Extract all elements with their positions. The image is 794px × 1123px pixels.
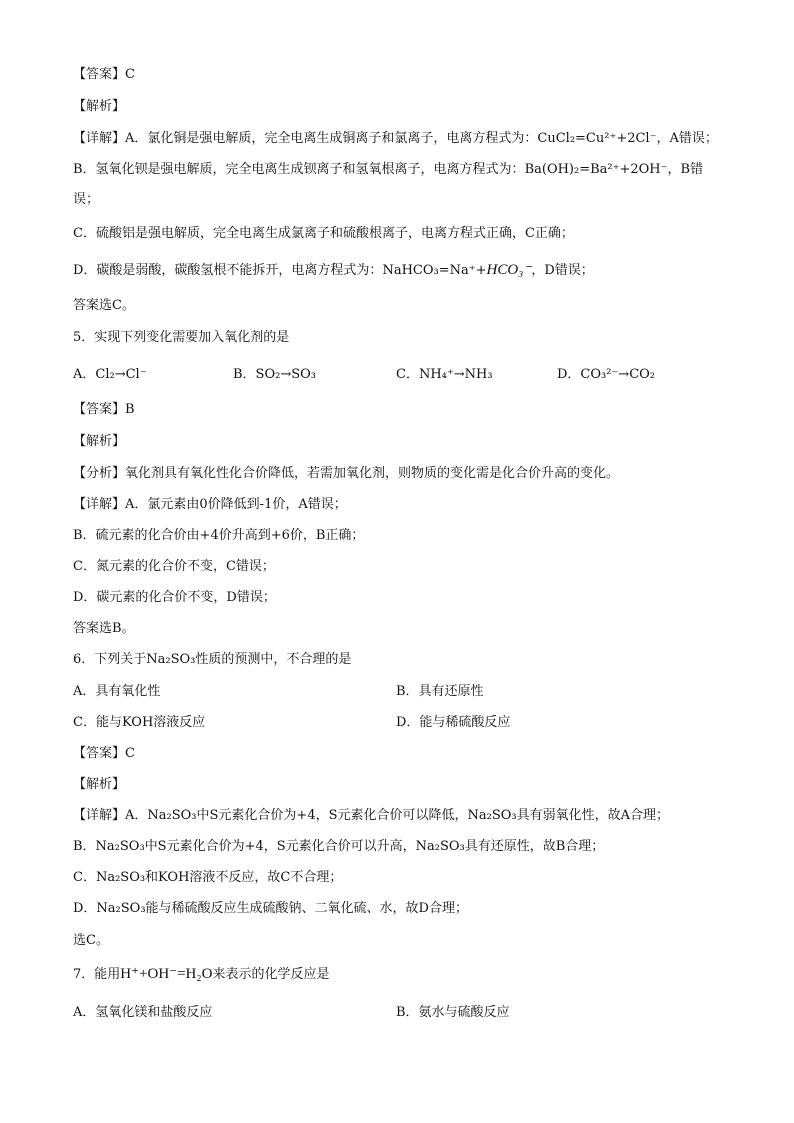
q5-option-b: B．SO₂→SO₃	[233, 367, 316, 382]
analyze-text: 氧化剂具有氧化性化合价降低，若需加氧化剂，则物质的变化需是化合价升高的变化。	[125, 466, 620, 481]
analysis-tag: 【解析】	[73, 434, 126, 449]
q5-option-c: C．NH₄⁺→NH₃	[396, 367, 493, 382]
detail-text: D．Na₂SO₃能与稀硫酸反应生成硫酸钠、二氧化硫、水，故D合理；	[73, 901, 468, 916]
conclusion-text: 答案选C。	[73, 298, 135, 313]
q6-detail-a	[73, 808, 669, 824]
equation: NaHCO₃=Na⁺+	[382, 263, 487, 278]
answer-value: B	[125, 402, 135, 417]
q6-option-a: A．具有氧化性	[73, 684, 161, 699]
question-stem: 6．下列关于Na₂SO₃性质的预测中，不合理的是	[73, 652, 352, 667]
q5-analyze	[73, 466, 619, 482]
q5-answer-line	[73, 402, 135, 418]
q5-detail-a	[73, 497, 347, 513]
detail-end: ，A错误；	[656, 131, 718, 146]
conclusion-text: 选C。	[73, 933, 109, 948]
ion-formula: HCO₃⁻	[486, 262, 532, 278]
q6-detail-b	[73, 839, 604, 855]
detail-text: A．Na₂SO₃中S元素化合价为+4，S元素化合价可以降低，Na₂SO₃具有弱氧化性，故A合理；	[125, 808, 669, 823]
equation: CuCl₂=Cu²⁺+2Cl⁻	[537, 131, 657, 146]
q6-analysis-tag	[73, 777, 125, 793]
detail-end: ，D错误；	[531, 263, 594, 278]
detail-tag: 【详解】	[73, 497, 126, 512]
equation: H⁺+OH⁻=H₂O	[120, 966, 213, 982]
q4-answer-line	[73, 67, 135, 83]
detail-text: B．氢氧化钡是强电解质，完全电离生成钡离子和氢氧根离子，电离方程式为：	[73, 162, 525, 177]
q5-detail-d	[73, 590, 276, 606]
question-stem: 5．实现下列变化需要加入氧化剂的是	[73, 330, 290, 345]
question-stem-end: 来表示的化学反应是	[212, 967, 330, 982]
analysis-tag: 【解析】	[73, 777, 126, 792]
detail-text: C．硫酸铝是强电解质，完全电离生成氯离子和硫酸根离子，电离方程式正确，C正确；	[73, 226, 574, 241]
detail-end: ，B错	[667, 162, 704, 177]
detail-text: 误；	[73, 192, 100, 207]
equation: Ba(OH)₂=Ba²⁺+2OH⁻	[524, 162, 668, 177]
q5-analysis-tag	[73, 434, 125, 450]
q6-stem	[73, 652, 351, 668]
q6-answer-line	[73, 746, 135, 762]
q4-analysis-tag	[73, 99, 125, 115]
analyze-tag: 【分析】	[73, 466, 126, 481]
answer-tag: 【答案】	[73, 746, 126, 761]
q7-stem	[73, 966, 329, 983]
q5-detail-c	[73, 559, 275, 575]
q5-conclusion	[73, 621, 135, 637]
q4-detail-c	[73, 226, 574, 242]
q5-detail-b	[73, 528, 364, 544]
detail-text: D．碳元素的化合价不变，D错误；	[73, 590, 276, 605]
q6-option-d: D．能与稀硫酸反应	[396, 715, 511, 730]
q6-detail-d	[73, 901, 468, 917]
q5-stem	[73, 330, 289, 346]
answer-value: C	[125, 746, 135, 761]
detail-text: B．Na₂SO₃中S元素化合价为+4，S元素化合价可以升高，Na₂SO₃具有还原性，故B合理；	[73, 839, 605, 854]
detail-tag: 【详解】	[73, 808, 126, 823]
q4-detail-b-cont	[73, 192, 99, 208]
detail-text: C．氮元素的化合价不变，C错误；	[73, 559, 275, 574]
q5-option-d: D．CO₃²⁻→CO₂	[557, 367, 656, 382]
q5-option-a: A．Cl₂→Cl⁻	[73, 367, 147, 382]
q6-option-b: B．具有还原性	[396, 684, 484, 699]
detail-text: D．碳酸是弱酸，碳酸氢根不能拆开，电离方程式为：	[73, 263, 383, 278]
q6-detail-c	[73, 870, 342, 886]
answer-tag: 【答案】	[73, 67, 126, 82]
q7-option-b: B．氨水与硫酸反应	[396, 1005, 510, 1020]
question-stem: 7．能用	[73, 967, 121, 982]
q4-detail-d	[73, 262, 594, 279]
answer-tag: 【答案】	[73, 402, 126, 417]
q4-detail-a	[73, 131, 718, 147]
conclusion-text: 答案选B。	[73, 621, 135, 636]
detail-tag: 【详解】	[73, 131, 126, 146]
detail-text: A．氯元素由0价降低到-1价，A错误；	[125, 497, 347, 512]
q6-option-c: C．能与KOH溶液反应	[73, 715, 206, 730]
analysis-tag: 【解析】	[73, 99, 126, 114]
q6-conclusion	[73, 933, 109, 949]
q7-option-a: A．氢氧化镁和盐酸反应	[73, 1005, 213, 1020]
detail-text: C．Na₂SO₃和KOH溶液不反应，故C不合理；	[73, 870, 343, 885]
detail-text: B．硫元素的化合价由+4价升高到+6价，B正确；	[73, 528, 365, 543]
q4-detail-b	[73, 162, 703, 178]
q4-conclusion	[73, 298, 135, 314]
detail-text: A．氯化铜是强电解质，完全电离生成铜离子和氯离子，电离方程式为：	[125, 131, 538, 146]
answer-value: C	[125, 67, 135, 82]
